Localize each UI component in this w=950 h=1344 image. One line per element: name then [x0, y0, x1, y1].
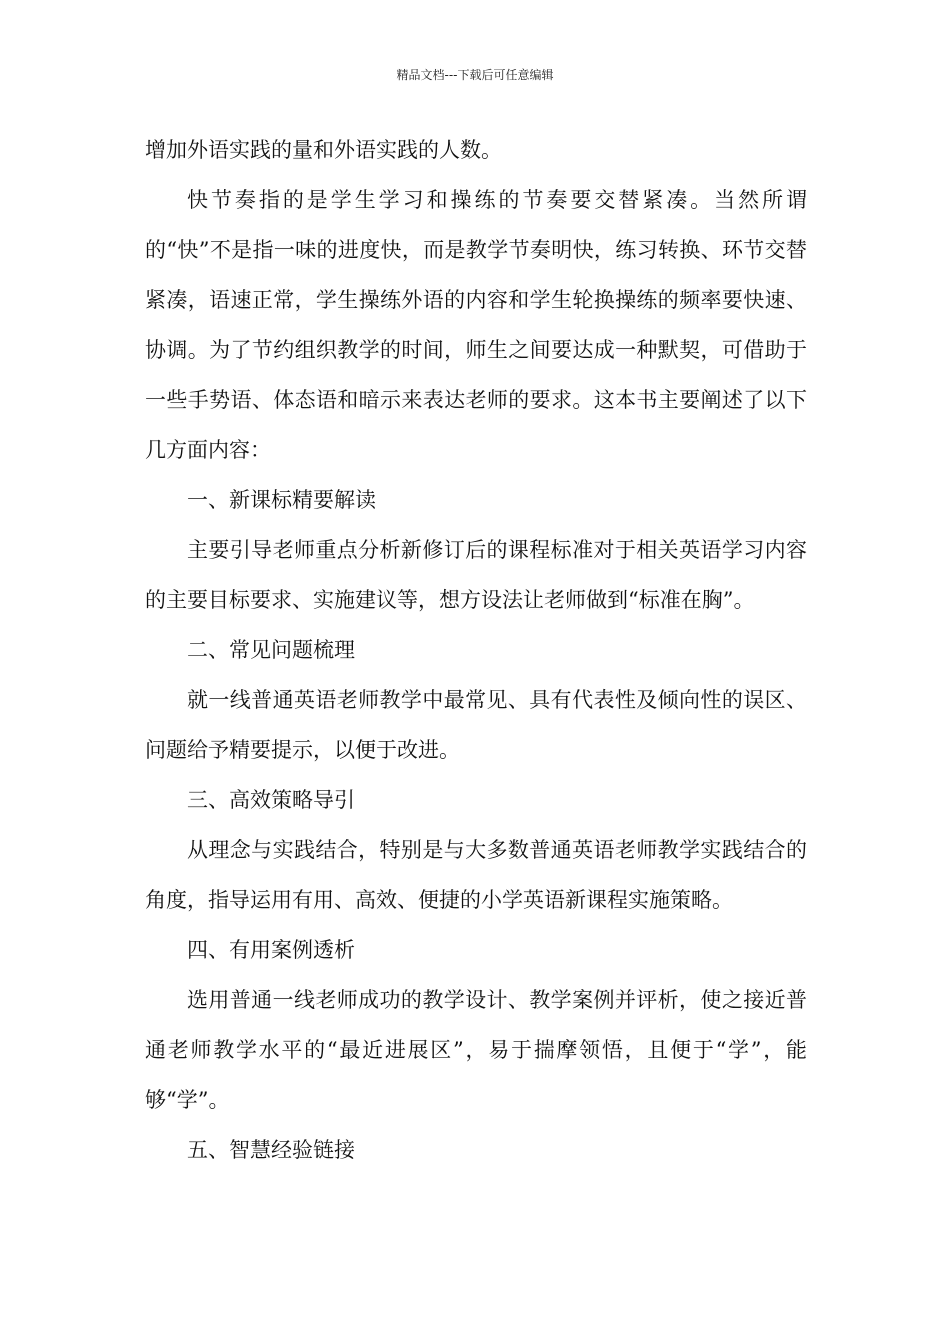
paragraph-section-1: 主要引导老师重点分析新修订后的课程标准对于相关英语学习内容的主要目标要求、实施建议等，想方设法让老师做到“标准在胸”。	[145, 538, 807, 612]
paragraph-section-3: 从理念与实践结合，特别是与大多数普通英语老师教学实践结合的角度，指导运用有用、高效、便捷的小学英语新课程实施策略。	[145, 838, 807, 912]
paragraph-section-4: 选用普通一线老师成功的教学设计、教学案例并评析，使之接近普通老师教学水平的“最近进展区”，易于揣摩领悟，且便于“学”，能够“学”。	[145, 988, 807, 1112]
section-heading-1: 一、新课标精要解读	[187, 488, 376, 512]
section-heading-4: 四、有用案例透析	[187, 938, 355, 962]
paragraph-section-2: 就一线普通英语老师教学中最常见、具有代表性及倾向性的误区、问题给予精要提示，以便于改进。	[145, 688, 807, 762]
paragraph-continuation: 增加外语实践的量和外语实践的人数。	[145, 138, 502, 162]
page-header: 精品文档---下载后可任意编辑	[396, 68, 554, 82]
section-heading-3: 三、高效策略导引	[187, 788, 355, 812]
section-heading-5: 五、智慧经验链接	[187, 1138, 355, 1162]
section-heading-2: 二、常见问题梳理	[187, 638, 355, 662]
paragraph-fast-rhythm: 快节奏指的是学生学习和操练的节奏要交替紧凑。当然所谓的“快”不是指一味的进度快，而是教学节奏明快，练习转换、环节交替紧凑，语速正常，学生操练外语的内容和学生轮换操练的频率要快速、协调。为了节约组织教学的时间，师生之间要达成一种默契，可借助于一些手势语、体态语和暗示来表达老师的要求。这本书主要阐述了以下几方面内容：	[145, 188, 807, 462]
document-body	[145, 125, 807, 1175]
